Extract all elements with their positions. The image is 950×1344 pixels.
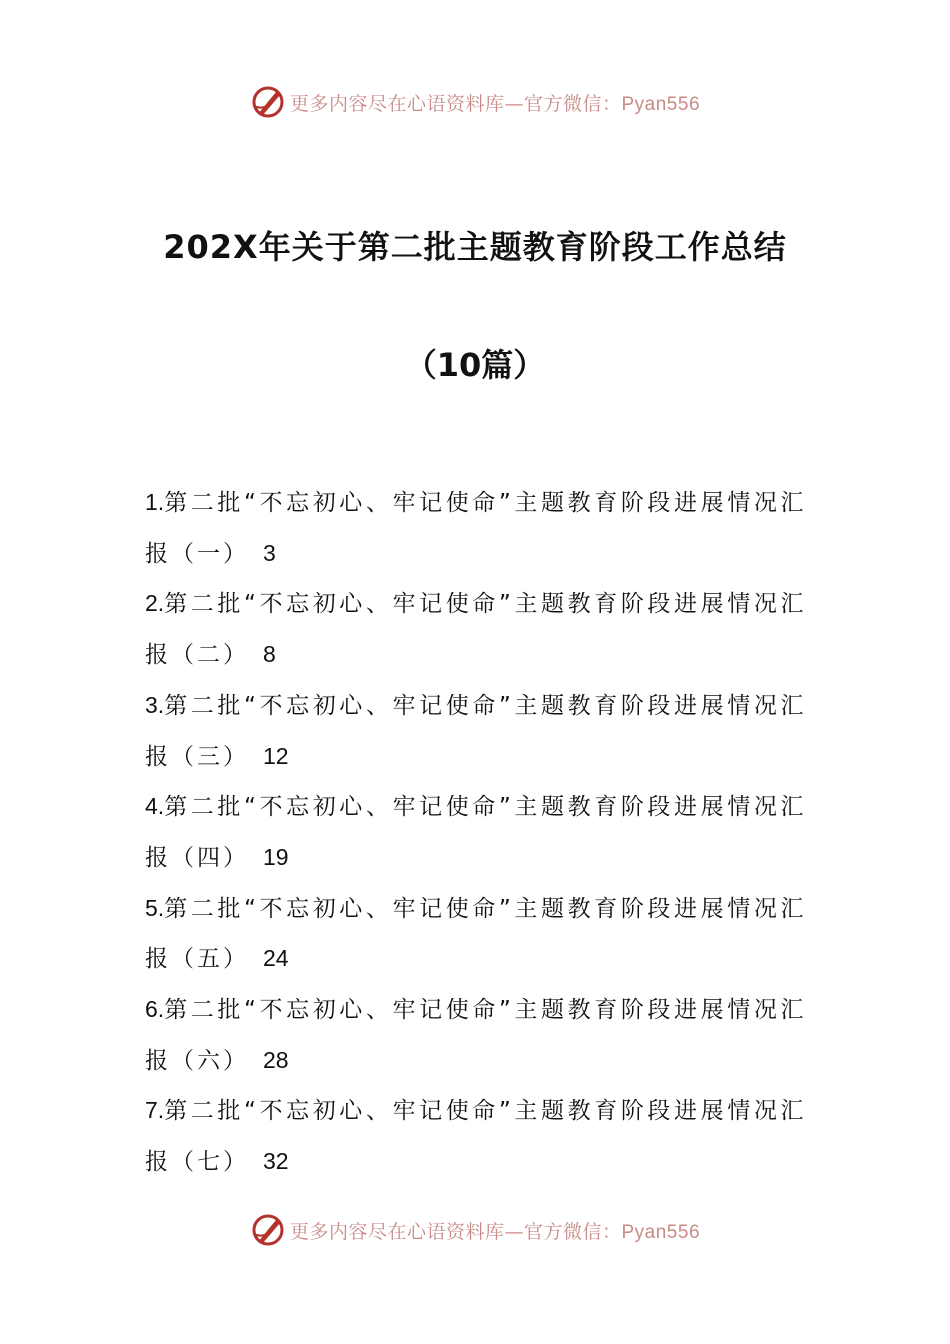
toc-title-cont: 报（四） (145, 844, 249, 871)
table-of-contents (145, 478, 810, 1188)
toc-entry-3[interactable] (145, 681, 810, 782)
toc-title: 第二批“不忘初心、牢记使命”主题教育阶段进展情况汇 (164, 794, 808, 821)
wechat-id: Pyan556 (621, 1221, 701, 1243)
wechat-id: Pyan556 (621, 93, 701, 115)
toc-number: 7. (145, 1097, 165, 1124)
toc-entry-2[interactable] (145, 579, 810, 680)
toc-entry-7[interactable] (145, 1086, 810, 1187)
toc-number: 3. (145, 691, 165, 718)
toc-title: 第二批“不忘初心、牢记使命”主题教育阶段进展情况汇 (164, 895, 808, 922)
toc-title: 第二批“不忘初心、牢记使命”主题教育阶段进展情况汇 (164, 490, 808, 516)
toc-entry-4[interactable] (145, 782, 810, 883)
toc-number: 4. (145, 793, 165, 820)
toc-page-number: 3 (263, 539, 276, 566)
header-watermark (0, 82, 950, 122)
toc-title: 第二批“不忘初心、牢记使命”主题教育阶段进展情况汇 (164, 692, 808, 719)
toc-number: 6. (145, 996, 165, 1023)
toc-page-number: 12 (263, 742, 289, 769)
watermark-text: 更多内容尽在心语资料库—官方微信：Pyan556 (289, 1220, 701, 1243)
toc-page-number: 28 (263, 1046, 289, 1073)
toc-title-cont: 报（七） (145, 1149, 249, 1176)
toc-entry-1[interactable] (145, 478, 810, 579)
document-subtitle: （10篇） (404, 346, 546, 384)
toc-page-number: 32 (263, 1148, 289, 1175)
toc-title: 第二批“不忘初心、牢记使命”主题教育阶段进展情况汇 (164, 591, 808, 618)
toc-title: 第二批“不忘初心、牢记使命”主题教育阶段进展情况汇 (164, 997, 808, 1024)
toc-number: 1. (145, 489, 165, 515)
toc-number: 2. (145, 590, 165, 617)
toc-title: 第二批“不忘初心、牢记使命”主题教育阶段进展情况汇 (164, 1098, 808, 1125)
toc-page-number: 24 (263, 945, 289, 972)
toc-title-cont: 报（一） (145, 540, 249, 567)
toc-entry-5[interactable] (145, 884, 810, 985)
pen-logo-icon (250, 84, 286, 120)
toc-title-cont: 报（五） (145, 946, 249, 973)
footer-watermark (0, 1210, 950, 1250)
toc-title-cont: 报（三） (145, 743, 249, 770)
toc-number: 5. (145, 894, 165, 921)
toc-entry-6[interactable] (145, 985, 810, 1086)
pen-logo-icon (250, 1212, 286, 1248)
toc-title-cont: 报（二） (145, 642, 249, 669)
watermark-text: 更多内容尽在心语资料库—官方微信：Pyan556 (289, 92, 701, 115)
document-title: 202X年关于第二批主题教育阶段工作总结 (163, 228, 787, 266)
toc-page-number: 8 (263, 641, 276, 668)
toc-page-number: 19 (263, 843, 289, 870)
toc-title-cont: 报（六） (145, 1047, 249, 1074)
